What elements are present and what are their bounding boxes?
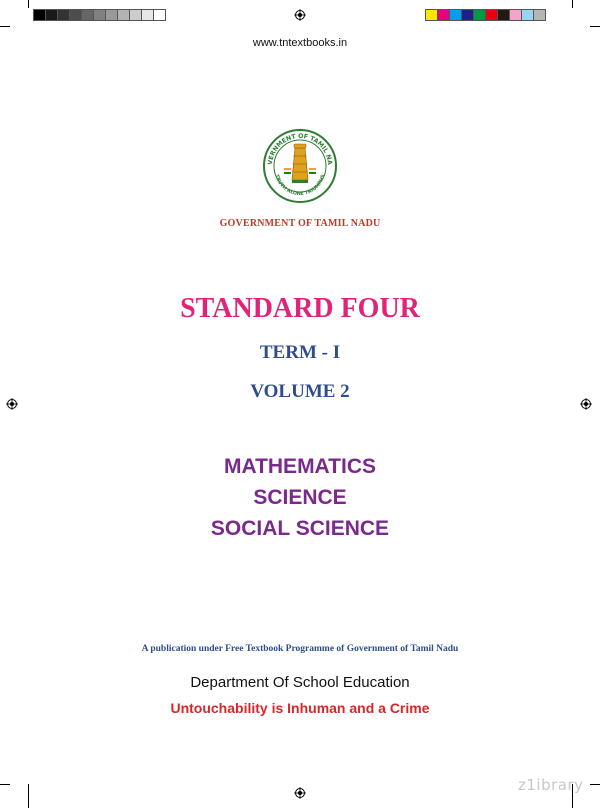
standard-title: STANDARD FOUR (180, 293, 420, 324)
website-url: www.tntextbooks.in (252, 37, 348, 49)
crop-mark (572, 0, 573, 8)
subject-social-science: SOCIAL SCIENCE (210, 517, 390, 540)
crop-mark (0, 26, 10, 27)
color-calibration-bar (425, 9, 545, 21)
tamil-nadu-emblem-icon (262, 128, 338, 204)
subject-science: SCIENCE (253, 486, 347, 509)
term-title: TERM - I (259, 342, 341, 363)
registration-mark-icon (294, 9, 306, 21)
subject-mathematics: MATHEMATICS (223, 455, 377, 478)
department-name: Department Of School Education (190, 674, 410, 691)
crop-mark (590, 26, 600, 27)
gray-swatch (153, 9, 166, 21)
publication-note: A publication under Free Textbook Programme of Government of Tamil Nadu (141, 644, 459, 654)
gray-calibration-bar (33, 9, 165, 21)
crop-mark (28, 0, 29, 8)
publisher-name: GOVERNMENT OF TAMIL NADU (219, 218, 381, 229)
emblem-top-text: VERNMENT OF TAMIL NA (266, 132, 334, 166)
motto: Untouchability is Inhuman and a Crime (170, 700, 430, 716)
emblem-bottom-text: TRUTH ALONE TRIUMPHS (273, 174, 327, 198)
volume-title: VOLUME 2 (250, 381, 350, 402)
registration-mark-icon (294, 787, 306, 799)
crop-mark (590, 784, 600, 785)
crop-mark (28, 784, 29, 808)
watermark: z1ibrary (518, 776, 584, 794)
crop-mark (0, 784, 10, 785)
color-swatch (533, 9, 546, 21)
